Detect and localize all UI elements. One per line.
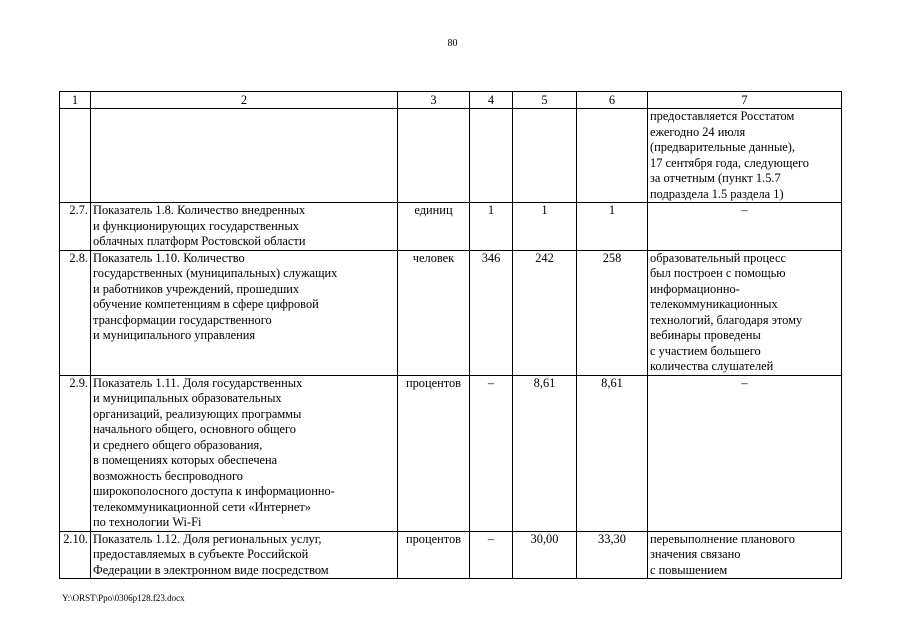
table-row <box>60 531 842 579</box>
header-cell: 3 <box>398 92 470 109</box>
value-col4: – <box>470 531 513 579</box>
row-number: 2.9. <box>60 375 91 531</box>
unit-cell: человек <box>398 250 470 375</box>
value-col6: 33,30 <box>577 531 648 579</box>
unit-cell: единиц <box>398 203 470 251</box>
header-cell: 2 <box>91 92 398 109</box>
unit-cell <box>398 109 470 203</box>
value-col4: 346 <box>470 250 513 375</box>
header-cell: 1 <box>60 92 91 109</box>
value-col6 <box>577 109 648 203</box>
header-cell: 7 <box>648 92 842 109</box>
value-col5: 1 <box>513 203 577 251</box>
value-col6: 1 <box>577 203 648 251</box>
note-cell: – <box>648 375 842 531</box>
table-row <box>60 109 842 203</box>
indicators-table <box>59 91 842 579</box>
value-col5: 30,00 <box>513 531 577 579</box>
value-col6: 8,61 <box>577 375 648 531</box>
page-number: 80 <box>447 38 458 49</box>
table-row <box>60 375 842 531</box>
value-col4: – <box>470 375 513 531</box>
indicator-name: Показатель 1.12. Доля региональных услуг, предоставляемых в субъекте Российской Федерации в электронном виде посредством <box>91 531 398 579</box>
value-col4: 1 <box>470 203 513 251</box>
value-col4 <box>470 109 513 203</box>
indicator-name <box>91 109 398 203</box>
indicator-name: Показатель 1.11. Доля государственных и муниципальных образовательных организаций, реализующих программы начального общего, основного общего и среднего общего образования, в помещениях которых обеспечена возможность беспроводного широкополосного доступа к информационно- телекоммуникационной сети «Интернет» по технологии Wi-Fi <box>91 375 398 531</box>
unit-cell: процентов <box>398 375 470 531</box>
value-col6: 258 <box>577 250 648 375</box>
note-cell: перевыполнение планового значения связано с повышением <box>648 531 842 579</box>
table-row <box>60 250 842 375</box>
value-col5 <box>513 109 577 203</box>
value-col5: 242 <box>513 250 577 375</box>
file-path-footer: Y:\ORST\Ppo\0306p128.f23.docx <box>62 593 185 603</box>
table-row <box>60 203 842 251</box>
unit-cell: процентов <box>398 531 470 579</box>
row-number <box>60 109 91 203</box>
indicator-name: Показатель 1.10. Количество государственных (муниципальных) служащих и работников учреждений, прошедших обучение компетенциям в сфере цифровой трансформации государственного и муниципального управления <box>91 250 398 375</box>
header-cell: 5 <box>513 92 577 109</box>
note-cell: предоставляется Росстатом ежегодно 24 июля (предварительные данные), 17 сентября года, следующего за отчетным (пункт 1.5.7 подраздела 1.5 раздела 1) <box>648 109 842 203</box>
header-cell: 4 <box>470 92 513 109</box>
value-col5: 8,61 <box>513 375 577 531</box>
row-number: 2.8. <box>60 250 91 375</box>
note-cell: образовательный процесс был построен с помощью информационно- телекоммуникационных технологий, благодаря этому вебинары проведены с участием большего количества слушателей <box>648 250 842 375</box>
row-number: 2.10. <box>60 531 91 579</box>
row-number: 2.7. <box>60 203 91 251</box>
note-cell: – <box>648 203 842 251</box>
header-cell: 6 <box>577 92 648 109</box>
indicator-name: Показатель 1.8. Количество внедренных и функционирующих государственных облачных платформ Ростовской области <box>91 203 398 251</box>
table-header-row <box>60 92 842 109</box>
